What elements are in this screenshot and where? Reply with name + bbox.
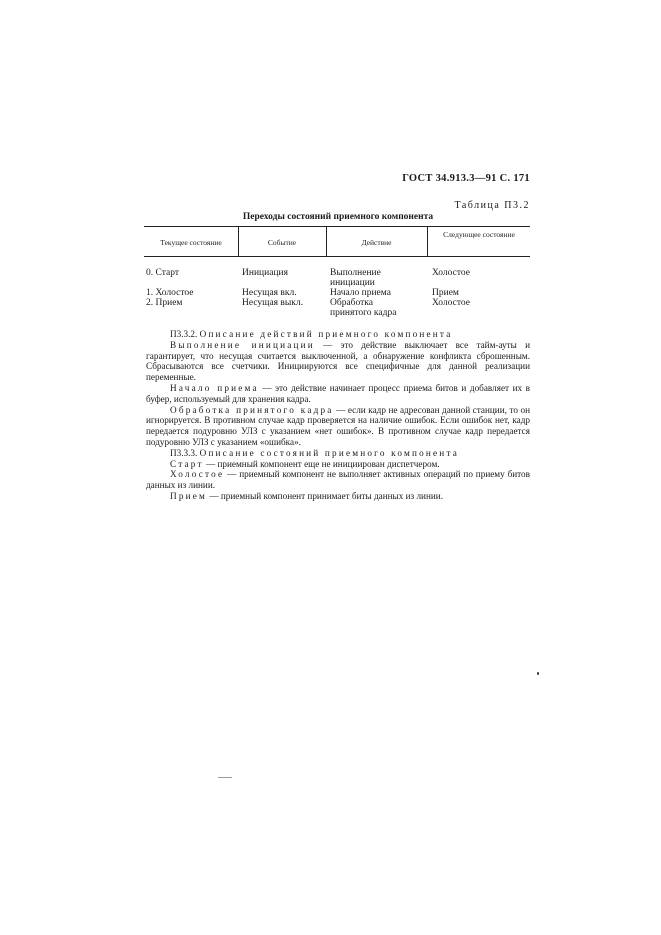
definition: — приемный компонент принимает биты данных из линии. — [207, 490, 444, 501]
body-text — [146, 329, 530, 502]
column-header-action: Действие — [361, 238, 392, 247]
scan-speck — [537, 672, 539, 675]
definition: — приемный компонент еще не инициирован диспетчером. — [203, 458, 440, 469]
table-cell-next: Холостое — [432, 298, 470, 308]
table-cell-next: Холостое — [432, 268, 470, 278]
definition: — это действие начинает процесс приема битов и добавляет их в буфер, используемый для хранения кадра. — [146, 382, 530, 404]
section-number: П3.3.2. — [170, 329, 198, 339]
table-cell-event: Несущая вкл. — [242, 288, 297, 298]
section-heading-states — [146, 448, 530, 459]
section-title: Описание действий приемного компонента — [199, 329, 453, 339]
table-cell-event: Несущая выкл. — [242, 298, 304, 308]
section-title: Описание состояний приемного компонента — [199, 447, 460, 458]
column-header-next: Следующее состояние — [443, 230, 515, 239]
definition: — приемный компонент не выполняет активных операций по приему битов данных из линии. — [146, 469, 530, 491]
scan-mark — [218, 777, 232, 778]
term: Выполнение инициации — [170, 339, 315, 350]
table-cell-action: Обработка принятого кадра — [330, 298, 397, 318]
table-header-rule — [144, 256, 530, 257]
table-cell-action: Выполнение инициации — [330, 268, 381, 288]
term: Прием — [170, 490, 208, 501]
paragraph — [146, 459, 530, 470]
column-divider — [427, 226, 428, 256]
table-cell-state: 2. Прием — [146, 298, 183, 308]
table-top-rule — [144, 226, 530, 227]
term: Холостое — [170, 469, 225, 480]
paragraph — [146, 491, 530, 502]
paragraph — [146, 383, 530, 405]
definition: — это действие выключает все тайм-ауты и гарантирует, что несущая считается выключенной, а обнаружение конфликта сброшенным. Сбрасываются все счетчики. Инициируются все специфичные для данной реализации переменные. — [146, 339, 530, 383]
table-title: Переходы состояний приемного компонента — [242, 212, 434, 222]
paragraph — [146, 340, 530, 383]
paragraph — [146, 405, 530, 448]
term: Обработка принятого кадра — [170, 404, 334, 415]
page-header: ГОСТ 34.913.3—91 С. 171 — [402, 173, 530, 184]
definition: — если кадр не адресован данной станции, то он игнорируется. В противном случае кадр проверяется на наличие ошибок. Если ошибок нет, кадр передается подуровню УЛЗ с указанием «нет ошибок». В противном случае кадр передается подуровню УЛЗ с указанием «ошибка». — [146, 404, 530, 447]
section-number: П3.3.3. — [170, 447, 198, 458]
paragraph — [146, 469, 530, 491]
table-cell-event: Инициация — [242, 268, 288, 278]
table-label: Таблица П3.2 — [454, 200, 530, 211]
table-cell-state: 0. Старт — [146, 268, 179, 278]
term: Начало приема — [170, 382, 259, 393]
column-header-event: Событие — [267, 238, 297, 247]
table-cell-state: 1. Холостое — [146, 288, 194, 298]
table-cell-action: Начало приема — [330, 288, 391, 298]
section-heading-actions — [146, 329, 530, 340]
table-cell-next: Прием — [432, 288, 459, 298]
term: Старт — [170, 458, 204, 469]
column-header-state: Текущее состояние — [160, 238, 222, 247]
